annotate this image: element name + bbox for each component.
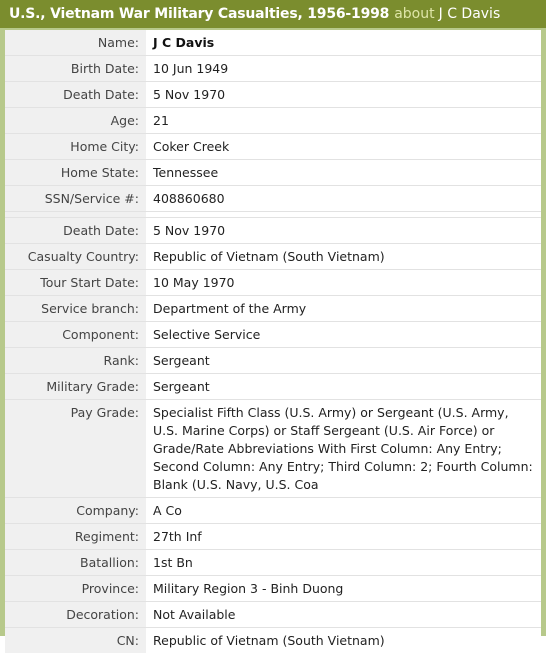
detail-row-component	[5, 322, 541, 348]
detail-value: 10 Jun 1949	[146, 56, 541, 82]
record-details-panel	[5, 30, 541, 653]
detail-label: CN:	[5, 628, 146, 653]
detail-value: Sergeant	[146, 348, 541, 374]
detail-value: Military Region 3 - Binh Duong	[146, 576, 541, 602]
detail-row-pay-grade	[5, 400, 541, 498]
detail-row-age	[5, 108, 541, 134]
detail-label: Home State:	[5, 160, 146, 186]
detail-label: Military Grade:	[5, 374, 146, 400]
detail-value: 1st Bn	[146, 550, 541, 576]
detail-value: A Co	[146, 498, 541, 524]
detail-label: Death Date:	[5, 82, 146, 108]
detail-row-rank	[5, 348, 541, 374]
detail-row-service-branch	[5, 296, 541, 322]
detail-value: Specialist Fifth Class (U.S. Army) or Sergeant (U.S. Army, U.S. Marine Corps) or Staff Sergeant (U.S. Air Force) or Grade/Rate Abbreviations With First Column: Any Entry; Second Column: Any Entry; Third Column: 2; Fourth Column: Blank (U.S. Navy, U.S. Coa	[146, 400, 541, 498]
about-text: about	[394, 6, 434, 22]
detail-label: Company:	[5, 498, 146, 524]
detail-row-military-grade	[5, 374, 541, 400]
detail-row-province	[5, 576, 541, 602]
detail-label: Regiment:	[5, 524, 146, 550]
detail-row-home-state	[5, 160, 541, 186]
detail-value: 10 May 1970	[146, 270, 541, 296]
detail-label: Decoration:	[5, 602, 146, 628]
detail-label: Name:	[5, 30, 146, 56]
person-name-header: J C Davis	[439, 6, 501, 22]
detail-value: Republic of Vietnam (South Vietnam)	[146, 244, 541, 270]
detail-label: Casualty Country:	[5, 244, 146, 270]
detail-row-decoration	[5, 602, 541, 628]
detail-row-home-city	[5, 134, 541, 160]
detail-row-death-date-2	[5, 218, 541, 244]
detail-row-tour-start-date	[5, 270, 541, 296]
detail-label: Service branch:	[5, 296, 146, 322]
detail-value: J C Davis	[146, 30, 541, 56]
collection-title: U.S., Vietnam War Military Casualties, 1956-1998	[9, 6, 389, 22]
detail-value: Sergeant	[146, 374, 541, 400]
record-details-table	[5, 30, 541, 653]
detail-value: Department of the Army	[146, 296, 541, 322]
detail-value: 27th Inf	[146, 524, 541, 550]
detail-value: Republic of Vietnam (South Vietnam)	[146, 628, 541, 653]
detail-row-death-date	[5, 82, 541, 108]
detail-row-company	[5, 498, 541, 524]
detail-label: Component:	[5, 322, 146, 348]
detail-value: 5 Nov 1970	[146, 218, 541, 244]
detail-label: Age:	[5, 108, 146, 134]
detail-row-casualty-country	[5, 244, 541, 270]
detail-value: 5 Nov 1970	[146, 82, 541, 108]
detail-label: Tour Start Date:	[5, 270, 146, 296]
detail-row-batallion	[5, 550, 541, 576]
detail-value: 408860680	[146, 186, 541, 212]
detail-row-regiment	[5, 524, 541, 550]
detail-label: Pay Grade:	[5, 400, 146, 498]
detail-label: Rank:	[5, 348, 146, 374]
detail-row-name	[5, 30, 541, 56]
detail-label: SSN/Service #:	[5, 186, 146, 212]
detail-label: Birth Date:	[5, 56, 146, 82]
detail-label: Batallion:	[5, 550, 146, 576]
detail-row-birth-date	[5, 56, 541, 82]
detail-value: Tennessee	[146, 160, 541, 186]
detail-value: Selective Service	[146, 322, 541, 348]
detail-row-cn	[5, 628, 541, 653]
detail-value: 21	[146, 108, 541, 134]
record-header	[0, 0, 546, 28]
detail-value: Not Available	[146, 602, 541, 628]
detail-value: Coker Creek	[146, 134, 541, 160]
detail-label: Death Date:	[5, 218, 146, 244]
detail-row-ssn	[5, 186, 541, 212]
detail-label: Home City:	[5, 134, 146, 160]
detail-label: Province:	[5, 576, 146, 602]
